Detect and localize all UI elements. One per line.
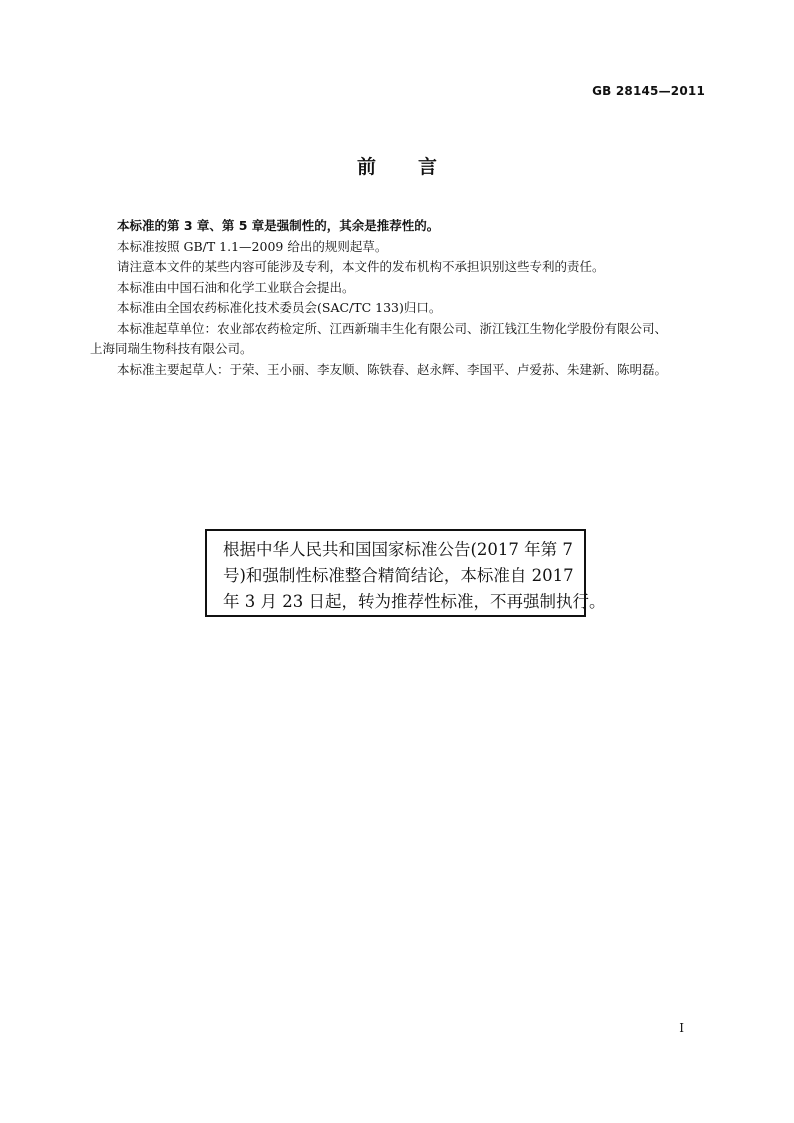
title-char-1: 前 [356, 156, 376, 178]
paragraph-drafters: 本标准主要起草人：于荣、王小丽、李友顺、陈铁春、赵永辉、李国平、卢爱荪、朱建新、陈明磊。 [117, 361, 668, 377]
title-char-2: 言 [418, 156, 438, 178]
paragraph-mandatory-clause: 本标准的第 3 章、第 5 章是强制性的，其余是推荐性的。 [117, 218, 440, 233]
page-title [0, 152, 794, 179]
notice-line-2: 号)和强制性标准整合精简结论，本标准自 2017 [223, 566, 574, 585]
paragraph-drafting-rules: 本标准按照 GB/T 1.1—2009 给出的规则起草。 [117, 238, 388, 254]
paragraph-patent-notice: 请注意本文件的某些内容可能涉及专利，本文件的发布机构不承担识别这些专利的责任。 [117, 259, 605, 274]
foreword-body [90, 216, 710, 380]
paragraph-committee: 本标准由全国农药标准化技术委员会(SAC/TC 133)归口。 [117, 300, 442, 315]
page-number: I [679, 1021, 684, 1035]
status-notice-box [205, 529, 606, 617]
notice-line-3: 年 3 月 23 日起，转为推荐性标准，不再强制执行。 [223, 592, 606, 611]
standard-number: GB 28145—2011 [592, 84, 705, 98]
paragraph-proposer: 本标准由中国石油和化学工业联合会提出。 [117, 279, 355, 295]
paragraph-drafting-units: 本标准起草单位：农业部农药检定所、江西新瑞丰生化有限公司、浙江钱江生物化学股份有限公司、 [117, 320, 668, 336]
paragraph-drafting-units-continued: 上海同瑞生物科技有限公司。 [90, 341, 253, 356]
notice-line-1: 根据中华人民共和国国家标准公告(2017 年第 7 [223, 540, 573, 559]
